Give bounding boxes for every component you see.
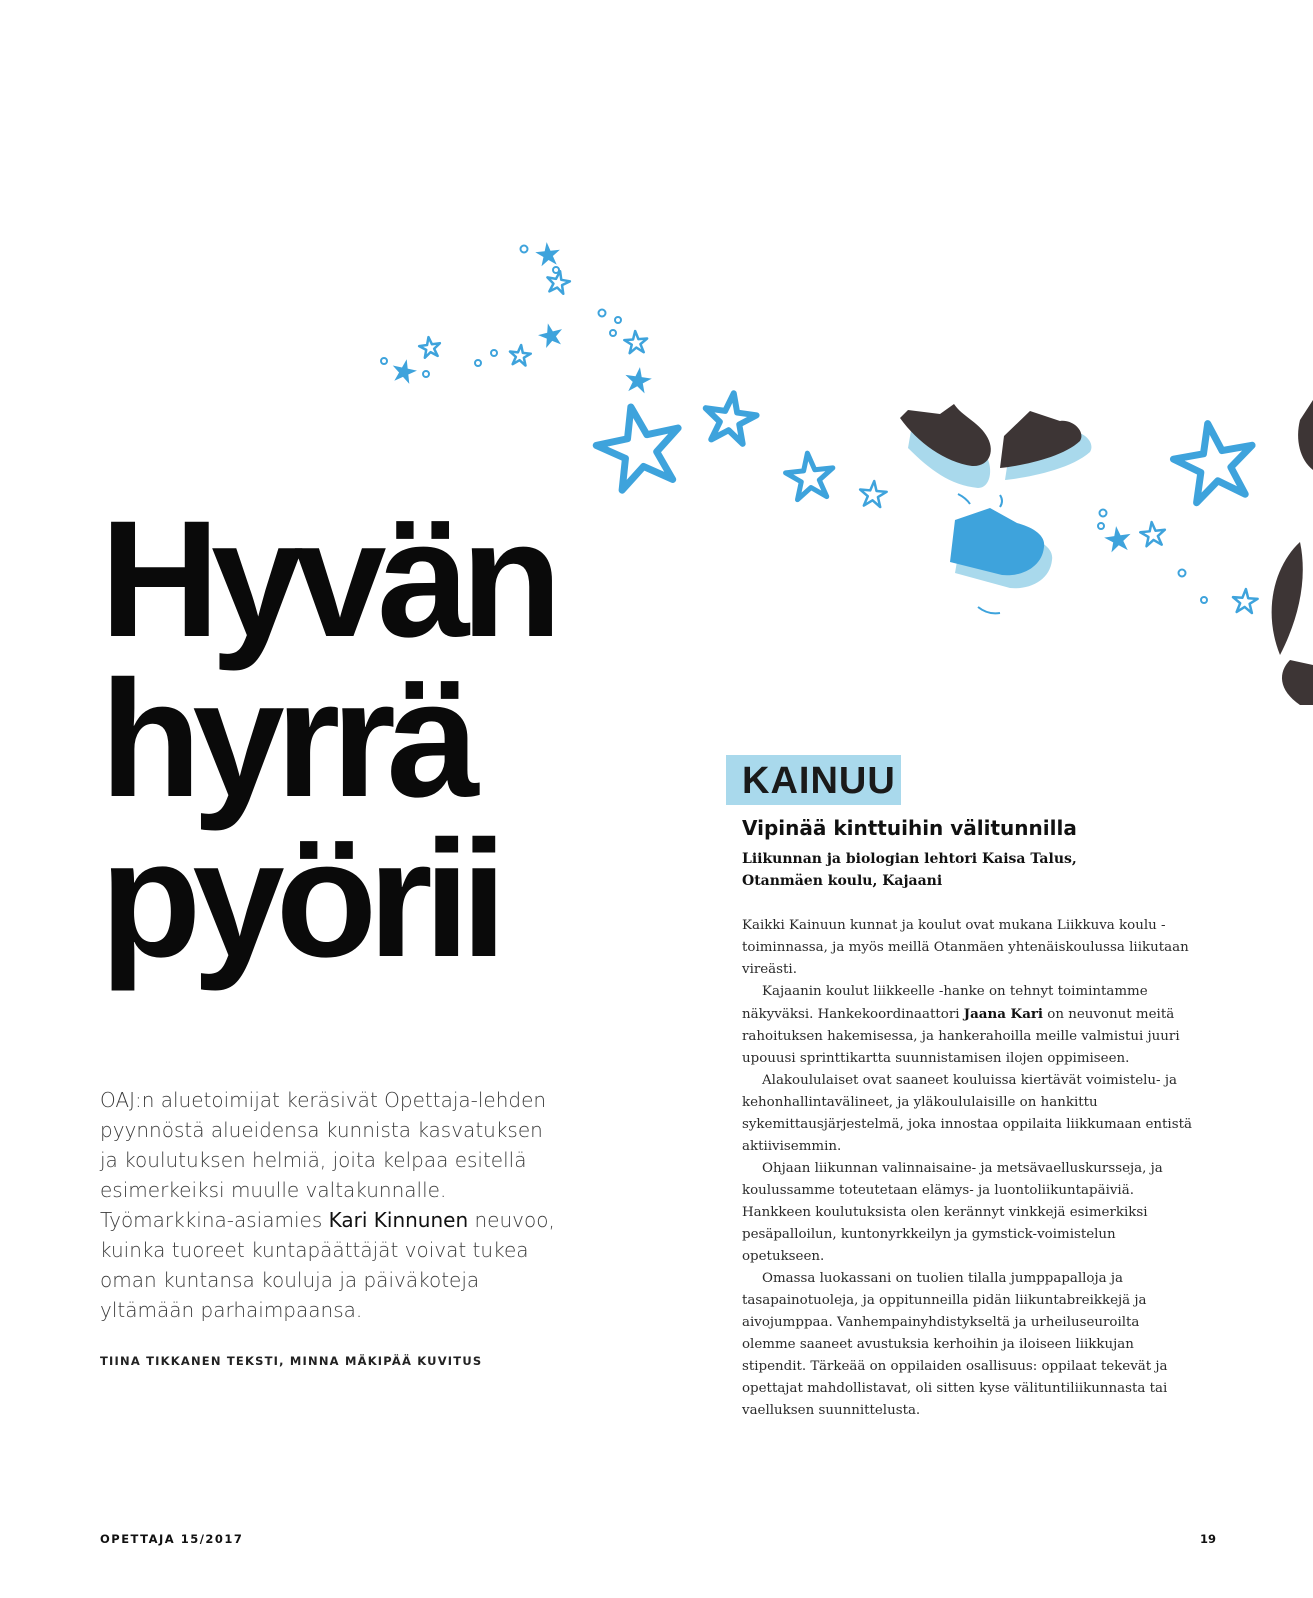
p2-end: on neuvonut meitä rahoituksen hakemisessa, ja hankerahoilla meille valmistui juuri upouusi sprinttikartta suunnistamisen ilojen oppimiseen. bbox=[742, 1007, 1180, 1066]
article-author bbox=[742, 848, 1162, 892]
sneakers bbox=[900, 404, 1091, 613]
leaves bbox=[1272, 400, 1313, 705]
article-body bbox=[742, 915, 1192, 1422]
lead-text-start: OAJ:n aluetoimijat keräsivät Opettaja-lehden pyynnöstä alueidensa kunnista kasvatuksen ja koulutuksen helmiä, joita kelpaa esitellä esimerkeiksi muulle valtakunnalle. Työmarkkina-asiamies bbox=[100, 1088, 547, 1232]
p2-person-name: Jaana Kari bbox=[963, 1006, 1044, 1022]
headline-line-2: hyrrä bbox=[100, 647, 471, 832]
author-line-2: Otanmäen koulu, Kajaani bbox=[742, 873, 943, 889]
footer-page-number: 19 bbox=[1200, 1532, 1217, 1546]
headline-line-1: Hyvän bbox=[100, 487, 554, 672]
body-paragraph-1: Kaikki Kainuun kunnat ja koulut ovat mukana Liikkuva koulu -toiminnassa, ja myös meillä Otanmäen yhtenäiskoulussa liikutaan vireästi. bbox=[742, 918, 1189, 977]
lead-paragraph bbox=[100, 1085, 555, 1325]
author-line-1: Liikunnan ja biologian lehtori Kaisa Talus, bbox=[742, 851, 1077, 867]
article-title: Vipinää kinttuihin välitunnilla bbox=[742, 816, 1077, 840]
body-paragraph-3: Alakoululaiset ovat saaneet kouluissa kiertävät voimistelu- ja kehonhallintavälineet, ja yläkoululaisille on hankittu sykemittausjärjestelmä, joka innostaa oppilaita liikkumaan entistä aktiivisemmin. bbox=[742, 1073, 1192, 1154]
p2-start: Kajaanin koulut liikkeelle -hanke on tehnyt toimintamme näkyväksi. Hankekoordinaattori bbox=[742, 984, 1148, 1022]
headline bbox=[100, 487, 554, 992]
footer-magazine-issue: OPETTAJA 15/2017 bbox=[100, 1532, 244, 1546]
lead-text-end: neuvoo, kuinka tuoreet kuntapäättäjät voivat tukea oman kuntansa kouluja ja päiväkoteja yltämään parhaimpaansa. bbox=[100, 1208, 555, 1322]
body-paragraph-2 bbox=[742, 981, 1192, 1070]
body-paragraph-5: Omassa luokassani on tuolien tilalla jumppapalloja ja tasapainotuoleja, ja oppitunneilla pidän liikuntabreikkejä ja aivojumppaa. Vanhempainyhdistykseltä ja urheiluseuroilta olemme saaneet avustuksia kerhoihin ja iloiseen liikkujan stipendit. Tärkeää on oppilaiden osallisuus: oppilaat tekevät ja opettajat mahdollistavat, oli sitten kyse välituntiliikunnasta tai vaelluksen suunnittelusta. bbox=[742, 1271, 1168, 1418]
region-label: KAINUU bbox=[742, 760, 896, 802]
body-paragraph-4: Ohjaan liikunnan valinnaisaine- ja metsävaelluskursseja, ja koulussamme toteutetaan elämys- ja luontoliikuntapäiviä. Hankkeen koulutuksista olen kerännyt vinkkejä esimerkiksi pesäpalloilun, kuntonyrkkeilyn ja gymstick-voimistelun opetukseen. bbox=[742, 1161, 1163, 1264]
lead-person-name: Kari Kinnunen bbox=[328, 1208, 469, 1232]
byline-credit: TIINA TIKKANEN TEKSTI, MINNA MÄKIPÄÄ KUVITUS bbox=[100, 1354, 483, 1368]
headline-line-3: pyörii bbox=[100, 807, 498, 992]
